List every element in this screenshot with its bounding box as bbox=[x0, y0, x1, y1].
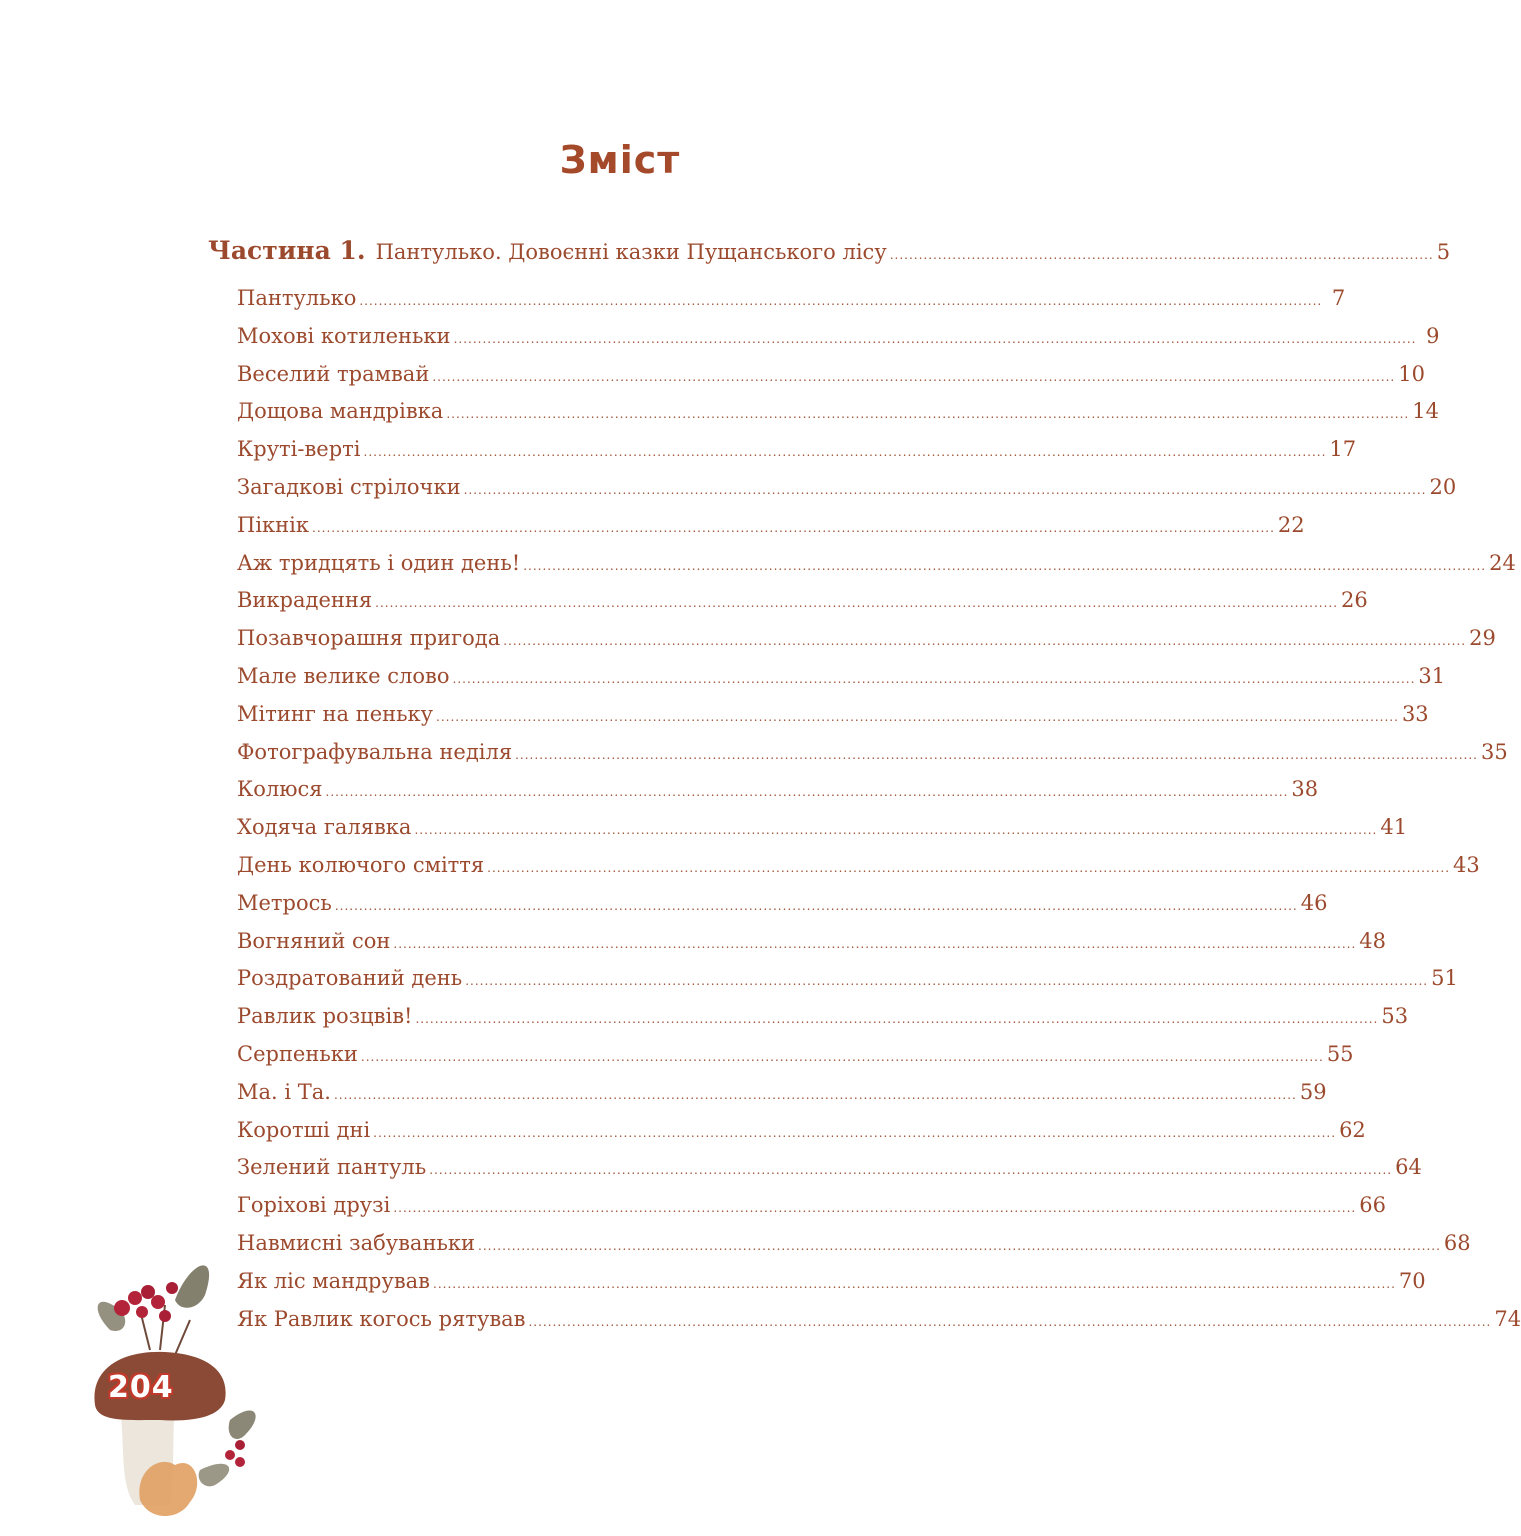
toc-entry-page: 48 bbox=[1359, 928, 1387, 953]
toc-entry[interactable] bbox=[237, 1193, 1386, 1231]
toc-entry-page: 22 bbox=[1277, 512, 1305, 537]
toc-entry-title: Ходяча галявка bbox=[237, 815, 412, 840]
toc-entry-title: Мітинг на пеньку bbox=[237, 701, 434, 726]
toc-entry-page: 17 bbox=[1329, 437, 1357, 462]
toc-entry-title: День колючого сміття bbox=[237, 852, 485, 877]
toc-entry[interactable] bbox=[237, 512, 1305, 551]
toc-entry[interactable] bbox=[237, 1041, 1354, 1080]
dot-leader: ........................................................................................................................................................................................................ bbox=[453, 331, 1417, 346]
toc-entry[interactable] bbox=[237, 701, 1429, 740]
toc-entry-page: 26 bbox=[1341, 588, 1368, 613]
toc-entry-page: 29 bbox=[1469, 626, 1496, 651]
dot-leader: ........................................................................................................................................................................................................ bbox=[465, 974, 1429, 989]
toc-entry[interactable] bbox=[237, 286, 1346, 324]
toc-entry-title: Метрось bbox=[237, 890, 332, 915]
toc-entry-page: 46 bbox=[1300, 890, 1328, 915]
dot-leader: ........................................................................................................................................................................................................ bbox=[373, 1125, 1337, 1140]
dot-leader: ........................................................................................................................................................................................................ bbox=[415, 1012, 1379, 1027]
toc-entry[interactable] bbox=[237, 361, 1425, 400]
toc-entry-page: 31 bbox=[1418, 663, 1446, 688]
toc-entry-page: 7 bbox=[1331, 286, 1346, 310]
toc-entry-title: Позавчорашня пригода bbox=[237, 626, 501, 651]
toc-entry-page: 9 bbox=[1426, 323, 1440, 348]
toc-entry-title: Як ліс мандрував bbox=[237, 1268, 430, 1293]
toc-entry-page: 35 bbox=[1480, 739, 1508, 764]
toc-entry-page: 68 bbox=[1443, 1230, 1471, 1255]
dot-leader: ........................................................................................................................................................................................................ bbox=[325, 785, 1289, 800]
toc-entry-title: Загадкові стрілочки bbox=[237, 474, 461, 499]
berry-icon bbox=[225, 1450, 235, 1460]
toc-entry[interactable] bbox=[237, 852, 1480, 891]
dot-leader: ........................................................................................................................................................................................................ bbox=[433, 1276, 1396, 1291]
dot-leader: ........................................................................................................................................................................................................ bbox=[359, 294, 1323, 308]
berry-icon bbox=[136, 1306, 148, 1318]
part-page-number: 5 bbox=[1436, 240, 1451, 264]
toc-entry-page: 33 bbox=[1401, 701, 1429, 726]
toc-entry[interactable] bbox=[237, 815, 1408, 853]
toc-entry[interactable] bbox=[237, 626, 1496, 664]
toc-entry[interactable] bbox=[237, 550, 1516, 589]
toc-entry-page: 55 bbox=[1326, 1041, 1354, 1066]
berry-icon bbox=[235, 1440, 245, 1450]
toc-entry-page: 74 bbox=[1494, 1306, 1521, 1331]
toc-entry[interactable] bbox=[237, 1306, 1521, 1345]
berry-icon bbox=[128, 1291, 142, 1305]
dot-leader: ........................................................................................................................................................................................................ bbox=[478, 1238, 1441, 1253]
toc-entry-title: Роздратований день bbox=[237, 966, 463, 991]
foliage-icon bbox=[139, 1462, 197, 1516]
berry-icon bbox=[114, 1300, 130, 1316]
leaf-icon bbox=[199, 1464, 229, 1487]
dot-leader: ........................................................................................................................................................................................................ bbox=[360, 1049, 1324, 1064]
dot-leader: ........................................................................................................................................................................................................ bbox=[363, 445, 1327, 460]
toc-entry[interactable] bbox=[237, 890, 1328, 929]
toc-entry-title: Круті-верті bbox=[237, 437, 361, 462]
toc-entry[interactable] bbox=[237, 323, 1440, 362]
toc-entry-page: 53 bbox=[1381, 1004, 1409, 1029]
toc-entry-title: Коротші дні bbox=[237, 1117, 371, 1142]
berry-icon bbox=[159, 1310, 171, 1322]
dot-leader: ........................................................................................................................................................................................................ bbox=[515, 747, 1478, 762]
dot-leader: ........................................................................................................................................................................................................ bbox=[446, 407, 1410, 422]
page-title: Зміст bbox=[559, 138, 681, 182]
toc-entry-page: 10 bbox=[1398, 361, 1425, 386]
toc-entry-page: 66 bbox=[1359, 1193, 1386, 1218]
toc-entry[interactable] bbox=[237, 1117, 1366, 1156]
toc-entry[interactable] bbox=[237, 588, 1368, 626]
toc-list bbox=[237, 286, 1521, 1344]
toc-entry[interactable] bbox=[237, 1155, 1422, 1193]
dot-leader: ........................................................................................................................................................................................................ bbox=[432, 369, 1396, 384]
dot-leader: ........................................................................................................................................................................................................ bbox=[503, 634, 1467, 649]
toc-entry[interactable] bbox=[237, 437, 1357, 475]
dot-leader: ........................................................................................................................................................................................................ bbox=[436, 709, 1399, 724]
toc-entry-page: 51 bbox=[1431, 966, 1458, 991]
dot-leader: ........................................................................................................................................................................................................ bbox=[334, 898, 1298, 913]
toc-entry-page: 41 bbox=[1380, 815, 1408, 840]
toc-entry[interactable] bbox=[237, 1079, 1327, 1118]
dot-leader: ........................................................................................................................................................................................................ bbox=[463, 482, 1427, 497]
toc-entry-title: Мале велике слово bbox=[237, 663, 450, 688]
dot-leader: ........................................................................................................................................................................................................ bbox=[393, 936, 1357, 951]
toc-entry-page: 24 bbox=[1489, 550, 1516, 575]
dot-leader: ................................................................................................................. bbox=[889, 248, 1434, 262]
toc-entry-title: Дощова мандрівка bbox=[237, 399, 444, 424]
toc-entry[interactable] bbox=[237, 777, 1319, 815]
toc-entry-title: Веселий трамвай bbox=[237, 361, 430, 386]
toc-entry[interactable] bbox=[237, 1268, 1426, 1307]
toc-entry-page: 62 bbox=[1339, 1117, 1366, 1142]
toc-entry-title: Як Равлик когось рятував bbox=[237, 1306, 526, 1331]
leaf-icon bbox=[175, 1265, 209, 1307]
part-label: Частина 1. bbox=[208, 236, 366, 265]
toc-entry-title: Навмисні забуваньки bbox=[237, 1230, 476, 1255]
toc-entry[interactable] bbox=[237, 399, 1439, 437]
toc-entry-page: 43 bbox=[1453, 852, 1480, 877]
dot-leader: ........................................................................................................................................................................................................ bbox=[375, 596, 1339, 611]
toc-entry[interactable] bbox=[237, 663, 1446, 702]
dot-leader: ........................................................................................................................................................................................................ bbox=[312, 520, 1275, 535]
dot-leader: ........................................................................................................................................................................................................ bbox=[523, 558, 1487, 573]
toc-entry-page: 70 bbox=[1398, 1268, 1426, 1293]
dot-leader: ........................................................................................................................................................................................................ bbox=[333, 1087, 1297, 1102]
toc-entry-page: 20 bbox=[1429, 474, 1457, 499]
toc-entry-title: Аж тридцять і один день! bbox=[237, 550, 521, 575]
dot-leader: ........................................................................................................................................................................................................ bbox=[414, 823, 1378, 838]
toc-entry-page: 14 bbox=[1412, 399, 1439, 424]
toc-entry-title: Викрадення bbox=[237, 588, 373, 613]
page-number-badge: 204 bbox=[108, 1370, 174, 1405]
toc-entry-page: 38 bbox=[1291, 777, 1319, 802]
dot-leader: ........................................................................................................................................................................................................ bbox=[429, 1163, 1393, 1178]
toc-entry[interactable] bbox=[237, 739, 1508, 778]
toc-entry[interactable] bbox=[237, 1230, 1471, 1269]
toc-entry[interactable] bbox=[237, 966, 1458, 1004]
toc-entry-title: Вогняний сон bbox=[237, 928, 391, 953]
toc-entry-page: 59 bbox=[1299, 1079, 1327, 1104]
toc-entry-title: Пікнік bbox=[237, 512, 309, 537]
berry-icon bbox=[166, 1282, 178, 1294]
dot-leader: ........................................................................................................................................................................................................ bbox=[452, 671, 1416, 686]
berry-icon bbox=[141, 1285, 155, 1299]
toc-part-heading[interactable] bbox=[208, 236, 1451, 265]
toc-entry-title: Мохові котиленьки bbox=[237, 323, 451, 348]
part-title: Пантулько. Довоєнні казки Пущанського лісу bbox=[375, 240, 887, 264]
berry-icon bbox=[151, 1295, 165, 1309]
toc-entry-title: Пантулько bbox=[237, 286, 357, 310]
toc-entry-page: 64 bbox=[1395, 1155, 1422, 1180]
toc-entry-title: Горіхові друзі bbox=[237, 1193, 391, 1218]
toc-entry-title: Ма. і Та. bbox=[237, 1079, 331, 1104]
berry-icon bbox=[235, 1457, 245, 1467]
toc-entry[interactable] bbox=[237, 1004, 1409, 1042]
toc-entry[interactable] bbox=[237, 928, 1387, 967]
toc-entry-title: Равлик розцвів! bbox=[237, 1004, 413, 1029]
toc-entry-title: Колюся bbox=[237, 777, 323, 802]
toc-entry-title: Зелений пантуль bbox=[237, 1155, 427, 1180]
leaf-icon bbox=[229, 1411, 256, 1439]
toc-entry-title: Серпеньки bbox=[237, 1041, 358, 1066]
dot-leader: ........................................................................................................................................................................................................ bbox=[528, 1314, 1492, 1329]
dot-leader: ........................................................................................................................................................................................................ bbox=[487, 860, 1451, 875]
toc-entry[interactable] bbox=[237, 474, 1457, 513]
toc-entry-title: Фотографувальна неділя bbox=[237, 739, 513, 764]
dot-leader: ........................................................................................................................................................................................................ bbox=[393, 1201, 1357, 1216]
